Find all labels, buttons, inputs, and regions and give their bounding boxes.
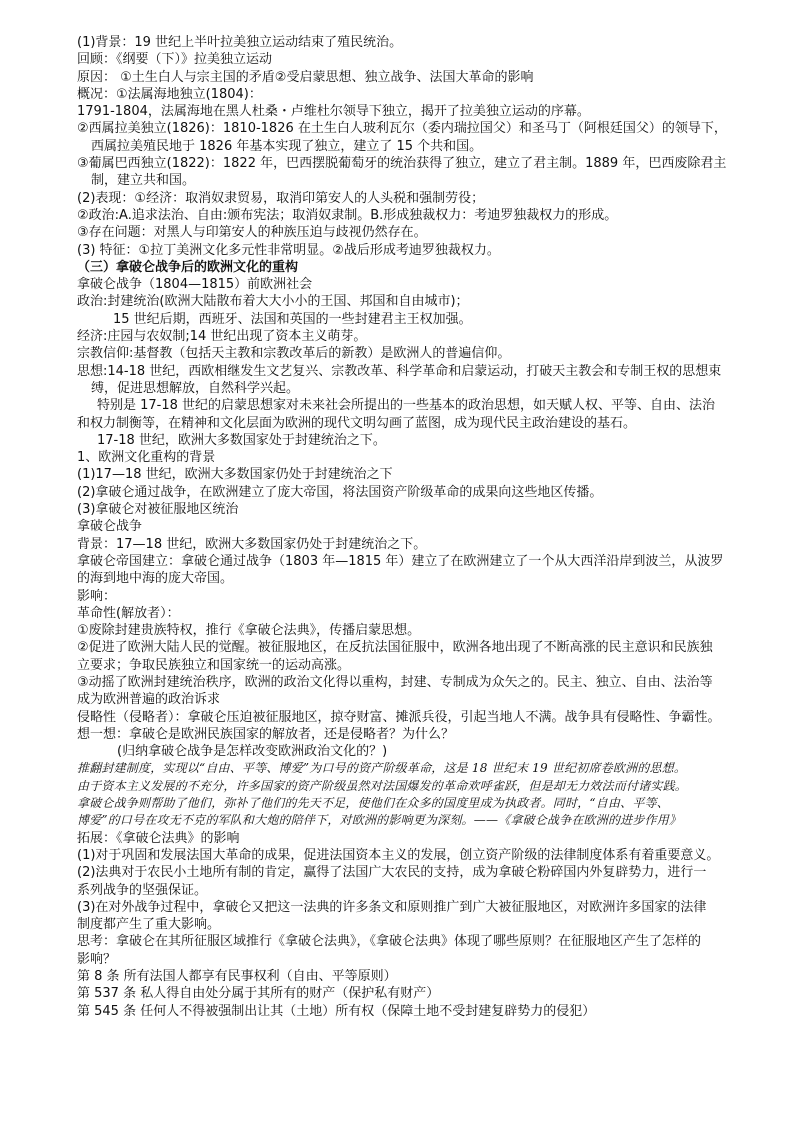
text-line: 第 8 条 所有法国人都享有民事权利（自由、平等原则） (77, 969, 397, 985)
text-line: 宗教信仰:基督教（包括天主教和宗教改革后的新教）是欧洲人的普遍信仰。 (77, 346, 511, 362)
text-line: 拿破仑战争（1804—1815）前欧洲社会 (77, 277, 313, 293)
text-line: 回顾：《纲要（下）》拉美独立运动 (77, 52, 273, 68)
text-line: 概况：①法属海地独立(1804)： (77, 86, 262, 102)
text-line: 制，建立共和国。 (91, 173, 196, 189)
text-line: 的海到地中海的庞大帝国。 (77, 571, 234, 587)
text-line: 侵略性（侵略者）：拿破仑压迫被征服地区，掠夺财富、摊派兵役，引起当地人不满。战争具有侵略性、争霸性。 (77, 709, 721, 725)
text-line: (1)背景：19 世纪上半叶拉美独立运动结束了殖民统治。 (77, 35, 403, 50)
text-line: ③存在问题：对黑人与印第安人的种族压迫与歧视仍然存在。 (77, 225, 427, 241)
text-line: 拿破仑战争 (77, 519, 143, 535)
text-line: 立要求；争取民族独立和国家统一的运动高涨。 (77, 657, 351, 673)
text-line: (1)17—18 世纪，欧洲大多数国家仍处于封建统治之下 (77, 467, 393, 483)
text-line: (3)在对外战争过程中，拿破仑又把这一法典的许多条文和原则推广到广大被征服地区，对欧洲许多国家的法律 (77, 899, 707, 915)
quote-line: 推翻封建制度，实现以“自由、平等、博爱”为口号的资产阶级革命，这是 18 世纪末 19 世纪初席卷欧洲的思想。 (77, 761, 687, 776)
text-line: ③葡属巴西独立(1822)：1822 年，巴西摆脱葡萄牙的统治获得了独立，建立了君主制。1889 年，巴西废除君主 (77, 156, 727, 172)
text-line: (归纳拿破仑战争是怎样改变欧洲政治文化的？) (117, 744, 388, 760)
text-line: (3) 特征：①拉丁美洲文化多元性非常明显。②战后形成考迪罗独裁权力。 (77, 242, 500, 258)
text-line: 第 545 条 任何人不得被强制出让其（土地）所有权（保障土地不受封建复辟势力的侵犯） (77, 1003, 596, 1019)
text-line: 拿破仑帝国建立：拿破仑通过战争（1803 年—1815 年）建立了在欧洲建立了一个从大西洋沿岸到波兰，从波罗 (77, 553, 724, 569)
text-line: 原因： ①土生白人与宗主国的矛盾②受启蒙思想、独立战争、法国大革命的影响 (77, 69, 534, 85)
text-line: 影响？ (77, 951, 117, 967)
text-line: 15 世纪后期，西班牙、法国和英国的一些封建君主王权加强。 (113, 311, 472, 327)
text-line: (2)拿破仑通过战争，在欧洲建立了庞大帝国，将法国资产阶级革命的成果向这些地区传播。 (77, 484, 603, 500)
text-line: 思考：拿破仑在其所征服区域推行《拿破仑法典》，《拿破仑法典》体现了哪些原则？在征服地区产生了怎样的 (77, 934, 702, 950)
text-line: ②促进了欧洲大陆人民的觉醒。被征服地区，在反抗法国征服中，欧洲各地出现了不断高涨的民主意识和民族独 (77, 640, 713, 656)
text-line: ①废除封建贵族特权，推行《拿破仑法典》，传播启蒙思想。 (77, 623, 421, 639)
text-line: (2)法典对于农民小土地所有制的肯定，赢得了法国广大农民的支持，成为拿破仑粉碎国内外复辟势力，进行一 (77, 865, 707, 881)
text-line: 革命性(解放者）： (77, 605, 180, 621)
text-line: ③动摇了欧洲封建统治秩序，欧洲的政治文化得以重构，封建、专制成为众矢之的。民主、独立、自由、法治等 (77, 674, 713, 690)
text-line: 政治:封建统治(欧洲大陆散布着大大小小的王国、邦国和自由城市)； (77, 294, 469, 310)
text-line (77, 1020, 767, 1037)
text-line: 特别是 17-18 世纪的启蒙思想家对未来社会所提出的一些基本的政治思想，如天赋人权、平等、自由、法治 (97, 398, 716, 414)
text-line: 1791-1804，法属海地在黑人杜桑・卢维杜尔领导下独立，揭开了拉美独立运动的序幕。 (77, 104, 590, 120)
text-line: (3)拿破仑对被征服地区统治 (77, 502, 239, 518)
text-line: 第 537 条 私人得自由处分属于其所有的财产（保护私有财产） (77, 986, 440, 1002)
text-line: (2)表现：①经济：取消奴隶贸易，取消印第安人的人头税和强制劳役； (77, 190, 485, 206)
text-line: 系列战争的坚强保证。 (77, 882, 208, 898)
text-line: 影响： (77, 588, 117, 604)
text-line: 背景：17—18 世纪，欧洲大多数国家仍处于封建统治之下。 (77, 536, 427, 552)
text-line: (1)对于巩固和发展法国大革命的成果，促进法国资本主义的发展，创立资产阶级的法律制度体系有着重要意义。 (77, 847, 720, 863)
text-line: 经济:庄园与农奴制;14 世纪出现了资本主义萌芽。 (77, 329, 367, 345)
quote-line: 拿破仑战争则帮助了他们，弥补了他们的先天不足，使他们在众多的国度里成为执政者。同时，“自由、平等、 (77, 796, 669, 811)
text-line: 西属拉美殖民地于 1826 年基本实现了独立，建立了 15 个共和国。 (91, 138, 483, 154)
text-line: 1、欧洲文化重构的背景 (77, 450, 216, 466)
text-line: 缚，促进思想解放，自然科学兴起。 (91, 380, 300, 396)
section-heading: （三）拿破仑战争后的欧洲文化的重构 (77, 259, 299, 275)
text-line: 17-18 世纪，欧洲大多数国家处于封建统治之下。 (97, 432, 386, 448)
text-line: 想一想：拿破仑是欧洲民族国家的解放者，还是侵略者？为什么？ (77, 726, 455, 742)
text-line: 和权力制衡等，在精神和文化层面为欧洲的现代文明勾画了蓝图，成为现代民主政治建设的基石。 (77, 415, 637, 431)
text-line: ②西属拉美独立(1826)：1810-1826 在土生白人玻利瓦尔（委内瑞拉国父）和圣马丁（阿根廷国父）的领导下， (77, 121, 727, 137)
text-line: ②政治:A.追求法治、自由:颁布宪法；取消奴隶制。B.形成独裁权力：考迪罗独裁权力的形成。 (77, 207, 618, 223)
text-line: 拓展：《拿破仑法典》的影响 (77, 830, 240, 846)
quote-line: 由于资本主义发展的不充分，许多国家的资产阶级虽然对法国爆发的革命欢呼雀跃，但是却无力效法而付诸实践。 (77, 778, 688, 793)
quote-line: 博爱”的口号在攻无不克的军队和大炮的陪伴下，对欧洲的影响更为深刻。——《拿破仑战争在欧洲的进步作用》 (77, 813, 682, 828)
text-line: 成为欧洲普遍的政治诉求 (77, 692, 221, 708)
text-line: 制度都产生了重大影响。 (77, 917, 221, 933)
text-line: 思想:14-18 世纪，西欧相继发生文艺复兴、宗教改革、科学革命和启蒙运动，打破天主教会和专制王权的思想束 (77, 363, 722, 379)
document-page (77, 34, 767, 1037)
